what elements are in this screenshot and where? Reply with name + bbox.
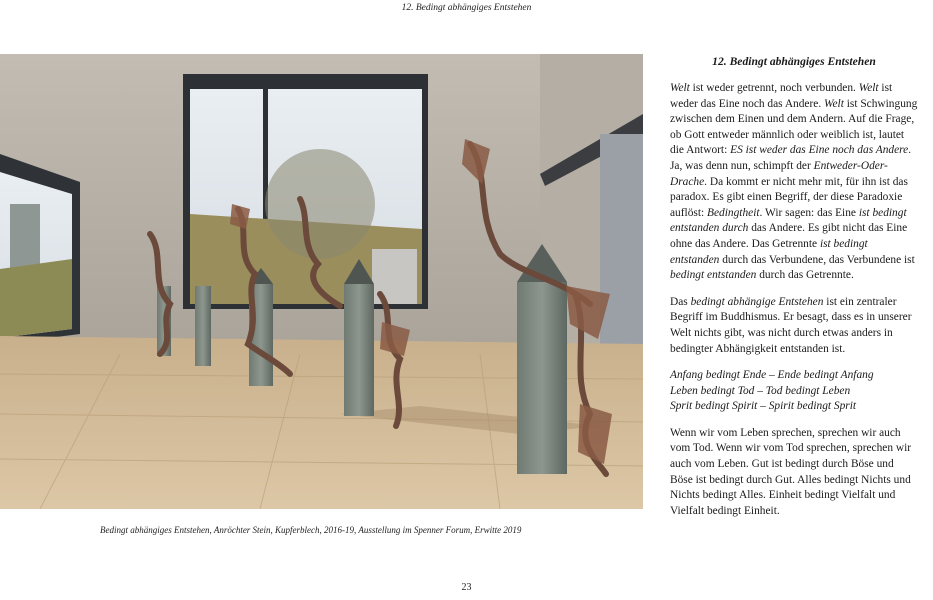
text-span: ES ist weder das Eine noch das Andere bbox=[730, 144, 909, 157]
photo-caption: Bedingt abhängiges Entstehen, Anröchter Stein, Kupferblech, 2016-19, Ausstellung im Spenner Forum, Erwitte 2019 bbox=[100, 525, 522, 535]
text-span: ist bedingt entstanden bbox=[670, 206, 907, 235]
text-span: durch das Verbundene, das Verbundene ist bbox=[719, 253, 915, 266]
text-span: durch das Getrennte. bbox=[756, 269, 854, 282]
paragraph-1 bbox=[670, 81, 918, 284]
page-number: 23 bbox=[461, 582, 472, 593]
verse-line: Sprit bedingt Spirit – Spirit bedingt Sprit bbox=[670, 400, 857, 413]
verse-line: Leben bedingt Tod – Tod bedingt Leben bbox=[670, 384, 851, 397]
text-column bbox=[670, 54, 918, 530]
text-span: . Wir sagen: das Eine bbox=[759, 206, 859, 219]
text-span: ist bedingt entstanden bbox=[670, 237, 868, 266]
text-span: bedingt entstanden bbox=[670, 269, 757, 282]
text-span: Bedingtheit bbox=[707, 206, 760, 219]
paragraph-2 bbox=[670, 295, 918, 357]
text-span: . Da kommt er nicht mehr mit, für ihn ist das paradox. Es gibt einen Begriff, der diese Paradoxie auflöst: bbox=[670, 175, 908, 219]
running-head: 12. Bedingt abhängiges Entstehen bbox=[401, 3, 532, 13]
text-span: Welt bbox=[858, 82, 879, 94]
text-span: Welt bbox=[670, 82, 690, 94]
text-span: ist weder das Eine noch das Andere. bbox=[670, 82, 893, 110]
text-span: Entweder-Oder-Drache bbox=[670, 159, 888, 188]
text-span: ist ein zentraler Begriff im Buddhismus. Er besagt, dass es in unserer Welt nichts gibt, was nicht durch etwas anders in bedingter Abhängigkeit entstanden ist. bbox=[670, 295, 912, 355]
text-span: Das bbox=[670, 295, 691, 308]
text-span: ist Schwingung zwischen dem Einen und dem Andern. Auf die Frage, ob Gott entweder männlich oder weiblich ist, lautet die Antwort: bbox=[670, 97, 918, 157]
exhibition-photo bbox=[0, 54, 643, 509]
verse-line: Anfang bedingt Ende – Ende bedingt Anfang bbox=[670, 369, 874, 382]
text-span: . Ja, was denn nun, schimpft der bbox=[670, 144, 912, 172]
text-span: ist weder getrennt, noch verbunden. bbox=[689, 82, 859, 94]
verse bbox=[670, 368, 918, 415]
paragraph-3: Wenn wir vom Leben sprechen, sprechen wir auch vom Tod. Wenn wir vom Tod sprechen, sprechen wir auch vom Leben. Gut ist bedingt durch Böse und Böse ist bedingt durch Gut. Alles bedingt Nichts und Nichts bedingt Alles. Einheit bedingt Vielfalt und Vielfalt bedingt Einheit. bbox=[670, 426, 912, 517]
text-span: Welt bbox=[824, 97, 844, 110]
text-span: bedingt abhängige Entstehen bbox=[690, 295, 824, 308]
chapter-title: 12. Bedingt abhängiges Entstehen bbox=[712, 55, 876, 68]
text-span: durch bbox=[722, 222, 749, 235]
text-span: das Andere. Es gibt nicht das Eine ohne das Andere. Das Getrennte bbox=[670, 222, 908, 250]
gallery-photo-icon bbox=[0, 54, 643, 509]
